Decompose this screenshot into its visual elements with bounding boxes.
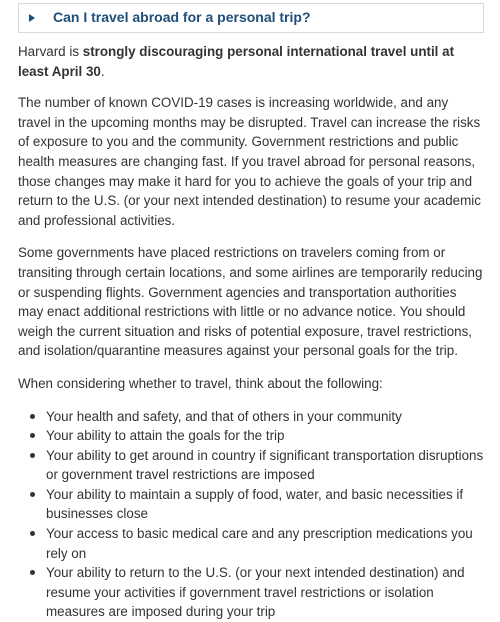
accordion-content bbox=[18, 42, 484, 622]
lead-paragraph bbox=[18, 42, 484, 81]
paragraph-covid-risks: The number of known COVID-19 cases is increasing worldwide, and any travel in the upcoming months may be disrupted. Travel can increase the risks of exposure to you and the community. Government restrictions and public health measures are changing fast. If you travel abroad for personal reasons, those changes may make it hard for you to achieve the goals of your trip and return to the U.S. (or your next intended destination) to resume your academic and professional activities. bbox=[18, 93, 484, 230]
accordion-title: Can I travel abroad for a personal trip? bbox=[53, 8, 311, 28]
lead-prefix: Harvard is bbox=[18, 44, 83, 59]
list-item: Your access to basic medical care and any prescription medications you rely on bbox=[46, 524, 484, 563]
list-item: Your health and safety, and that of others in your community bbox=[46, 407, 484, 427]
paragraph-government-restrictions: Some governments have placed restrictions on travelers coming from or transiting through certain locations, and some airlines are temporarily reducing or suspending flights. Government agencies and transportation authorities may enact additional restrictions with little or no advance notice. You should weigh the current situation and risks of potential exposure, travel restrictions, and isolation/quarantine measures against your personal goals for the trip. bbox=[18, 243, 484, 361]
accordion-header-personal-trip[interactable] bbox=[18, 3, 484, 33]
list-item: Your ability to get around in country if significant transportation disruptions or government travel restrictions are imposed bbox=[46, 446, 484, 485]
considerations-list bbox=[18, 407, 484, 622]
list-item: Your ability to return to the U.S. (or your next intended destination) and resume your activities if government travel restrictions or isolation measures are imposed during your trip bbox=[46, 563, 484, 622]
list-item: Your ability to maintain a supply of food, water, and basic necessities if businesses close bbox=[46, 485, 484, 524]
list-item: Your ability to attain the goals for the trip bbox=[46, 426, 484, 446]
lead-emphasis: strongly discouraging personal international travel until at least April 30 bbox=[18, 44, 454, 79]
lead-suffix: . bbox=[101, 64, 105, 79]
caret-right-icon[interactable] bbox=[19, 14, 45, 22]
paragraph-considerations-intro: When considering whether to travel, think about the following: bbox=[18, 374, 484, 394]
